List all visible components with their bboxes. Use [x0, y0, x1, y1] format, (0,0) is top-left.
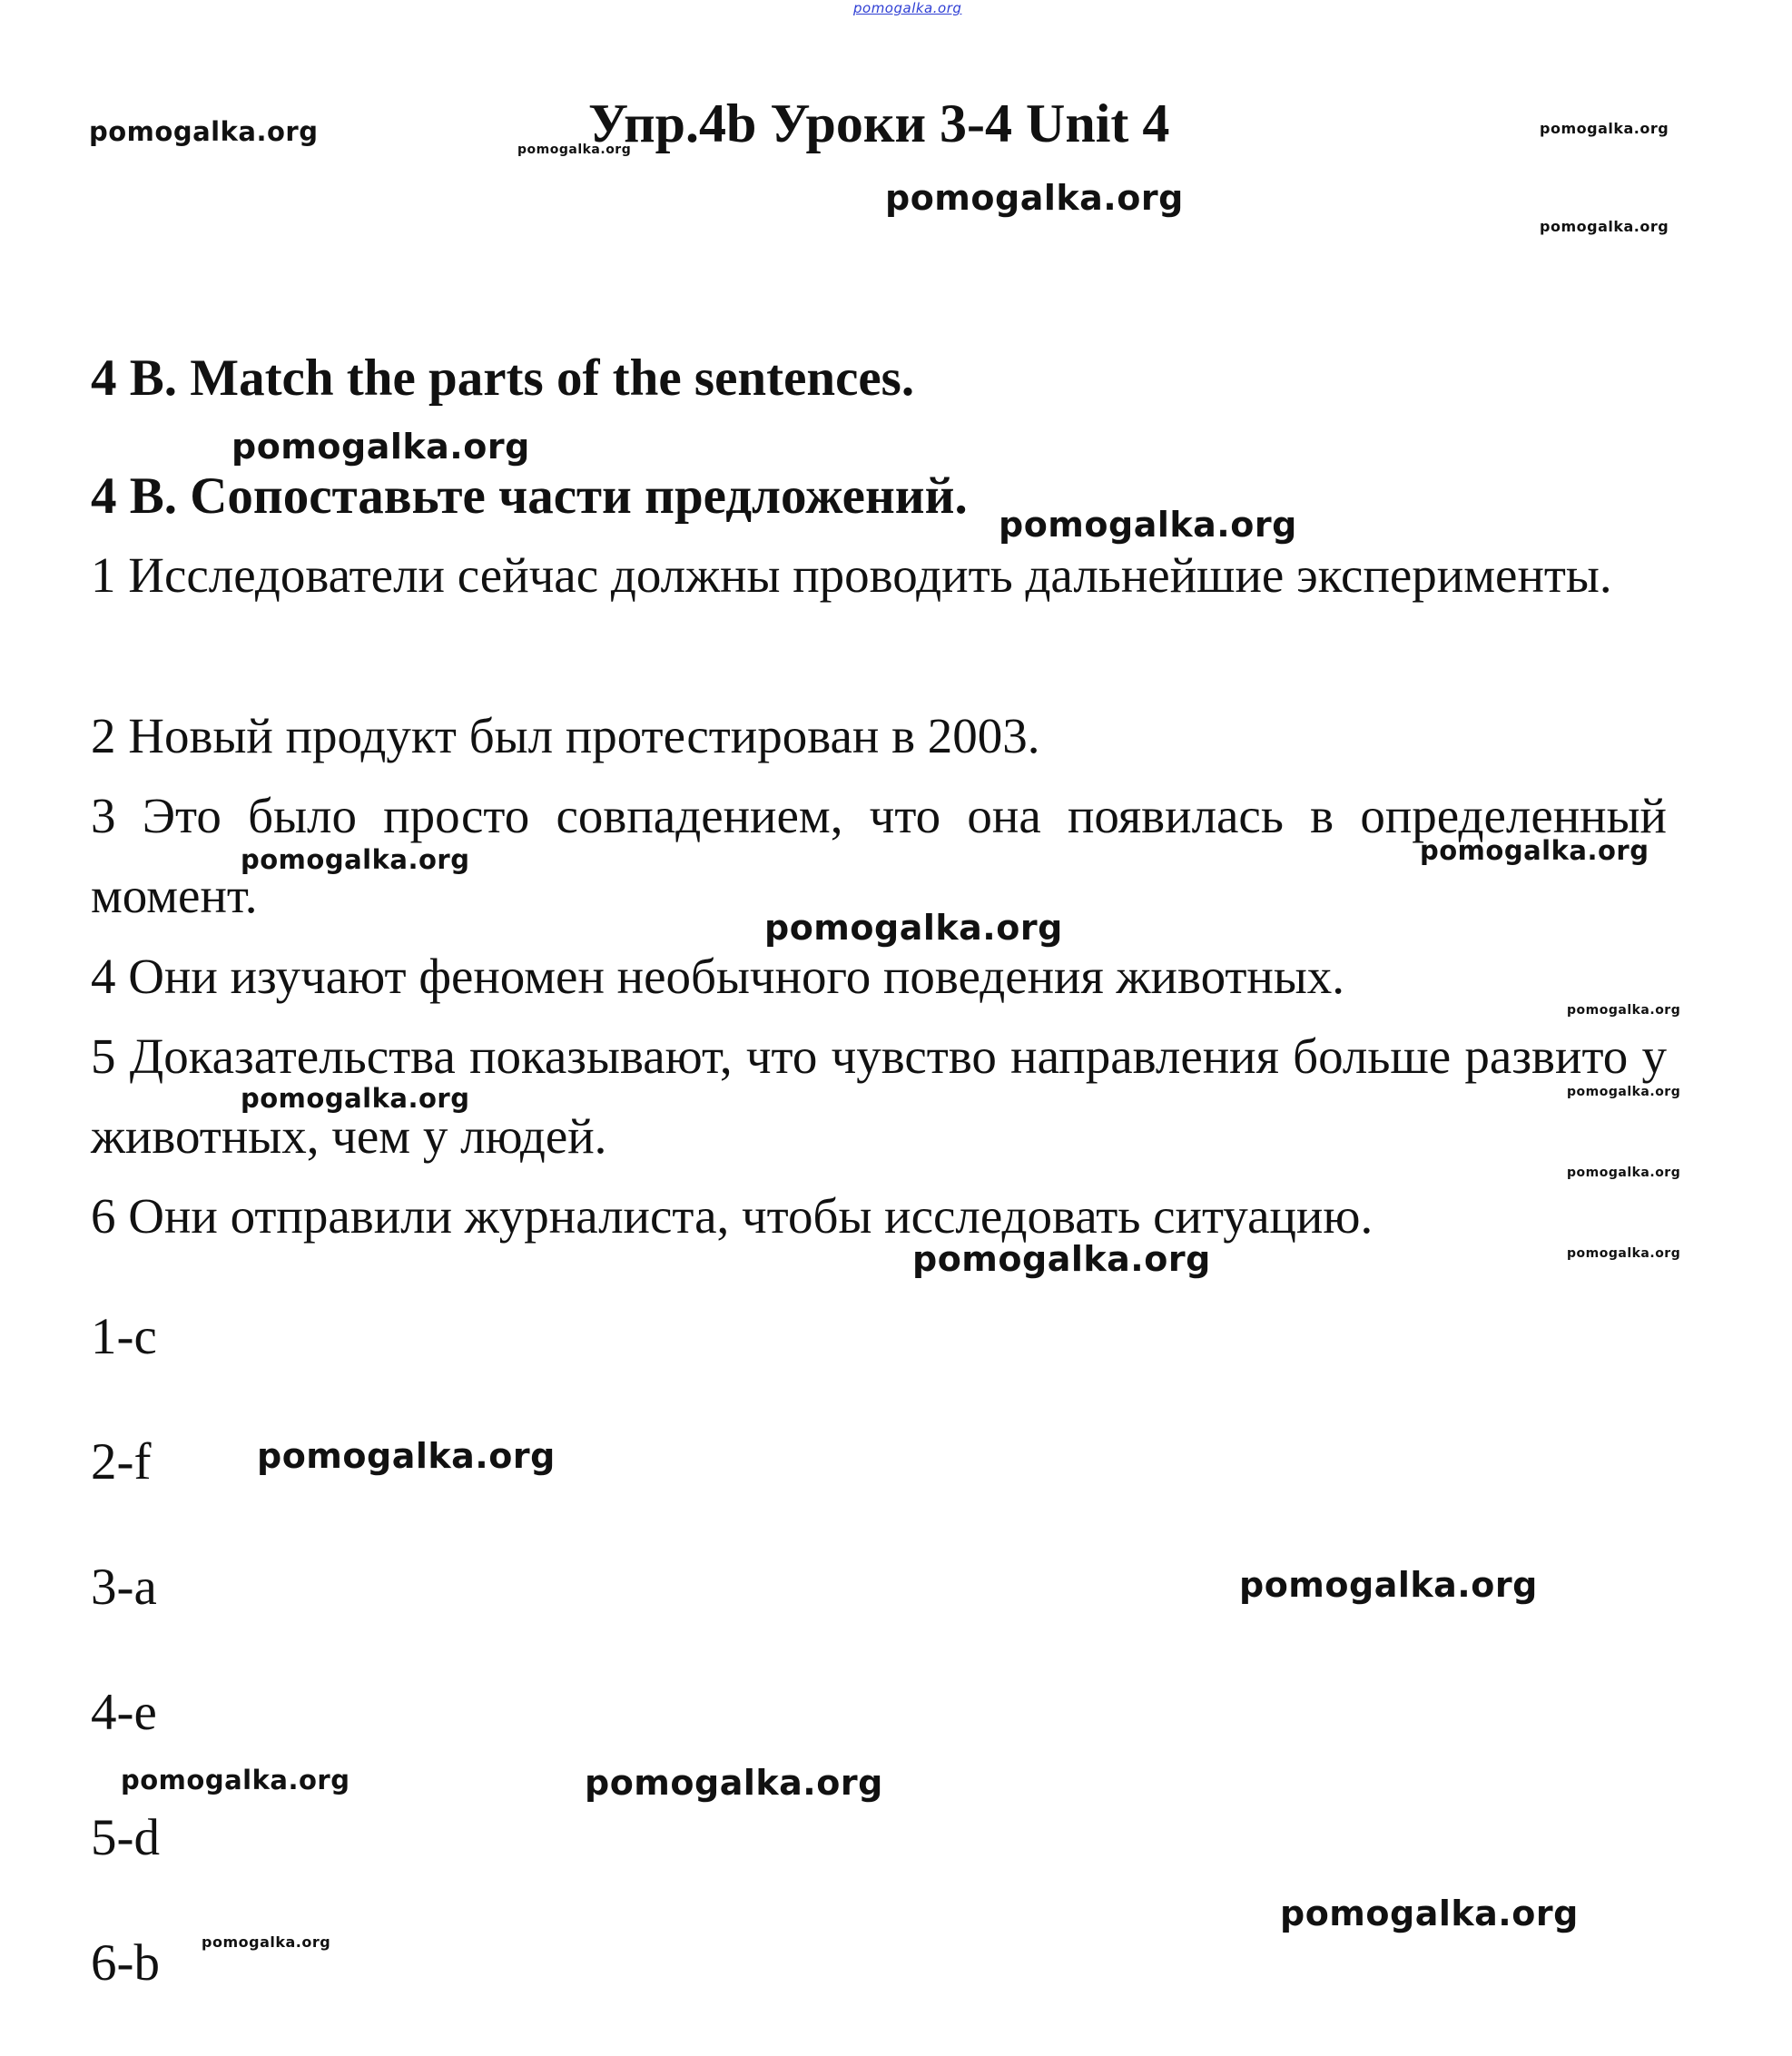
watermark: pomogalka.org [912, 1239, 1211, 1279]
answer-5: 5-d [91, 1809, 160, 1866]
sentence-3: 3 Это было просто совпадением, что она появилась в определенный момент. [91, 788, 1667, 923]
sentence-4: 4 Они изучают феномен необычного поведения животных. [91, 949, 1345, 1004]
watermark-top: pomogalka.org [853, 0, 962, 16]
sentence-2: 2 Новый продукт был протестирован в 2003. [91, 708, 1040, 763]
watermark: pomogalka.org [231, 427, 530, 467]
answer-4: 4-e [91, 1684, 157, 1741]
watermark: pomogalka.org [1239, 1565, 1538, 1605]
watermark: pomogalka.org [202, 1933, 331, 1951]
sentence-6: 6 Они отправили журналиста, чтобы исследовать ситуацию. [91, 1188, 1374, 1244]
watermark: pomogalka.org [999, 505, 1297, 545]
sentence-1: 1 Исследователи сейчас должны проводить дальнейшие эксперименты. [91, 547, 1612, 603]
watermark: pomogalka.org [1540, 120, 1669, 137]
watermark: pomogalka.org [241, 1083, 470, 1114]
page-title: Упр.4b Уроки 3-4 Unit 4 [588, 93, 1170, 153]
watermark: pomogalka.org [1567, 1246, 1681, 1261]
task-heading-en: 4 B. Match the parts of the sentences. [91, 349, 915, 407]
watermark: pomogalka.org [89, 116, 319, 147]
watermark: pomogalka.org [585, 1763, 883, 1803]
watermark: pomogalka.org [121, 1765, 350, 1795]
watermark: pomogalka.org [257, 1436, 556, 1476]
watermark: pomogalka.org [764, 908, 1063, 948]
answer-6: 6-b [91, 1934, 160, 1992]
task-heading-ru: 4 B. Сопоставьте части предложений. [91, 467, 968, 525]
answer-2: 2-f [91, 1433, 152, 1490]
watermark: pomogalka.org [1567, 1085, 1681, 1099]
watermark: pomogalka.org [1540, 218, 1669, 235]
watermark: pomogalka.org [1280, 1894, 1579, 1933]
answer-3: 3-a [91, 1559, 157, 1616]
sentence-5: 5 Доказательства показывают, что чувство направления больше развито у животных, чем у людей. [91, 1028, 1667, 1164]
watermark: pomogalka.org [517, 143, 632, 157]
answer-1: 1-c [91, 1308, 157, 1365]
watermark: pomogalka.org [1567, 1003, 1681, 1018]
watermark: pomogalka.org [1420, 835, 1649, 866]
watermark: pomogalka.org [1567, 1166, 1681, 1180]
watermark: pomogalka.org [885, 178, 1184, 218]
watermark: pomogalka.org [241, 844, 470, 875]
